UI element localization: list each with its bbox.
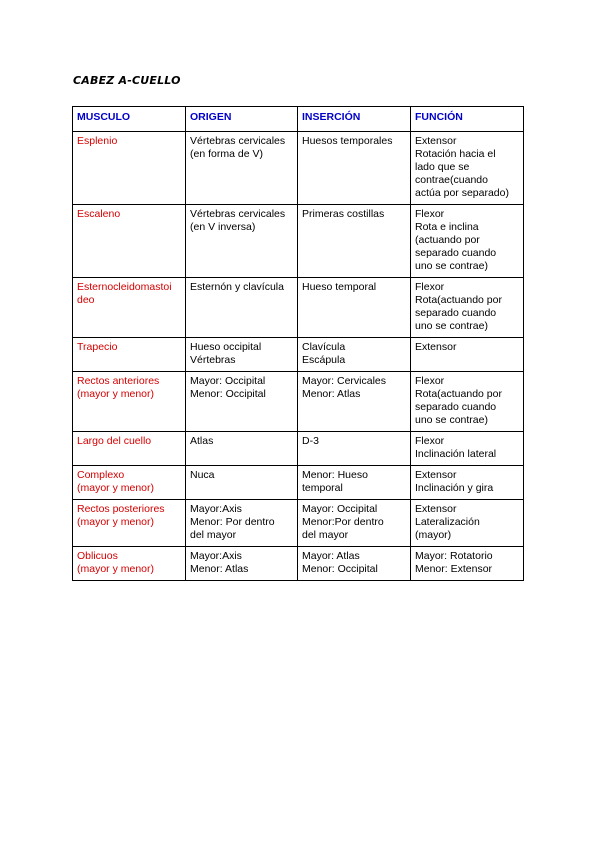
table-row — [73, 278, 524, 338]
cell-musculo: Esplenio — [73, 132, 186, 205]
cell-musculo: Rectos posteriores (mayor y menor) — [73, 500, 186, 547]
table-row — [73, 132, 524, 205]
cell-funcion: Extensor Lateralización (mayor) — [411, 500, 524, 547]
cell-musculo: Esternocleidomastoi deo — [73, 278, 186, 338]
cell-origen: Vértebras cervicales (en forma de V) — [186, 132, 298, 205]
cell-musculo: Oblicuos (mayor y menor) — [73, 547, 186, 581]
column-header-origen: ORIGEN — [186, 107, 298, 132]
cell-insercion: Clavícula Escápula — [298, 338, 411, 372]
cell-musculo: Largo del cuello — [73, 432, 186, 466]
cell-insercion: Primeras costillas — [298, 205, 411, 278]
cell-origen: Mayor: Occipital Menor: Occipital — [186, 372, 298, 432]
cell-origen: Esternón y clavícula — [186, 278, 298, 338]
cell-origen: Atlas — [186, 432, 298, 466]
cell-insercion: Huesos temporales — [298, 132, 411, 205]
cell-insercion: Hueso temporal — [298, 278, 411, 338]
table-row — [73, 205, 524, 278]
table-row — [73, 500, 524, 547]
cell-funcion: Extensor Inclinación y gira — [411, 466, 524, 500]
cell-insercion: Mayor: Atlas Menor: Occipital — [298, 547, 411, 581]
table-row — [73, 432, 524, 466]
cell-origen: Mayor:Axis Menor: Atlas — [186, 547, 298, 581]
cell-origen: Vértebras cervicales (en V inversa) — [186, 205, 298, 278]
cell-origen: Nuca — [186, 466, 298, 500]
cell-insercion: Mayor: Occipital Menor:Por dentro del mayor — [298, 500, 411, 547]
column-header-funcion: FUNCIÓN — [411, 107, 524, 132]
cell-insercion: Menor: Hueso temporal — [298, 466, 411, 500]
cell-musculo: Escaleno — [73, 205, 186, 278]
page-title: CABEZ A-CUELLO — [73, 74, 181, 87]
cell-musculo: Rectos anteriores (mayor y menor) — [73, 372, 186, 432]
table-row — [73, 338, 524, 372]
table-row — [73, 466, 524, 500]
cell-funcion: Flexor Rota(actuando por separado cuando uno se contrae) — [411, 372, 524, 432]
cell-funcion: Flexor Rota(actuando por separado cuando uno se contrae) — [411, 278, 524, 338]
column-header-musculo: MUSCULO — [73, 107, 186, 132]
cell-funcion: Flexor Rota e inclina (actuando por separado cuando uno se contrae) — [411, 205, 524, 278]
cell-origen: Hueso occipital Vértebras — [186, 338, 298, 372]
muscle-table — [72, 106, 524, 581]
cell-musculo: Complexo (mayor y menor) — [73, 466, 186, 500]
cell-funcion: Mayor: Rotatorio Menor: Extensor — [411, 547, 524, 581]
cell-funcion: Flexor Inclinación lateral — [411, 432, 524, 466]
cell-origen: Mayor:Axis Menor: Por dentro del mayor — [186, 500, 298, 547]
cell-funcion: Extensor — [411, 338, 524, 372]
table-row — [73, 547, 524, 581]
table-header-row — [73, 107, 524, 132]
cell-funcion: Extensor Rotación hacia el lado que se contrae(cuando actúa por separado) — [411, 132, 524, 205]
cell-insercion: Mayor: Cervicales Menor: Atlas — [298, 372, 411, 432]
table-row — [73, 372, 524, 432]
cell-musculo: Trapecio — [73, 338, 186, 372]
cell-insercion: D-3 — [298, 432, 411, 466]
column-header-insercion: INSERCIÓN — [298, 107, 411, 132]
